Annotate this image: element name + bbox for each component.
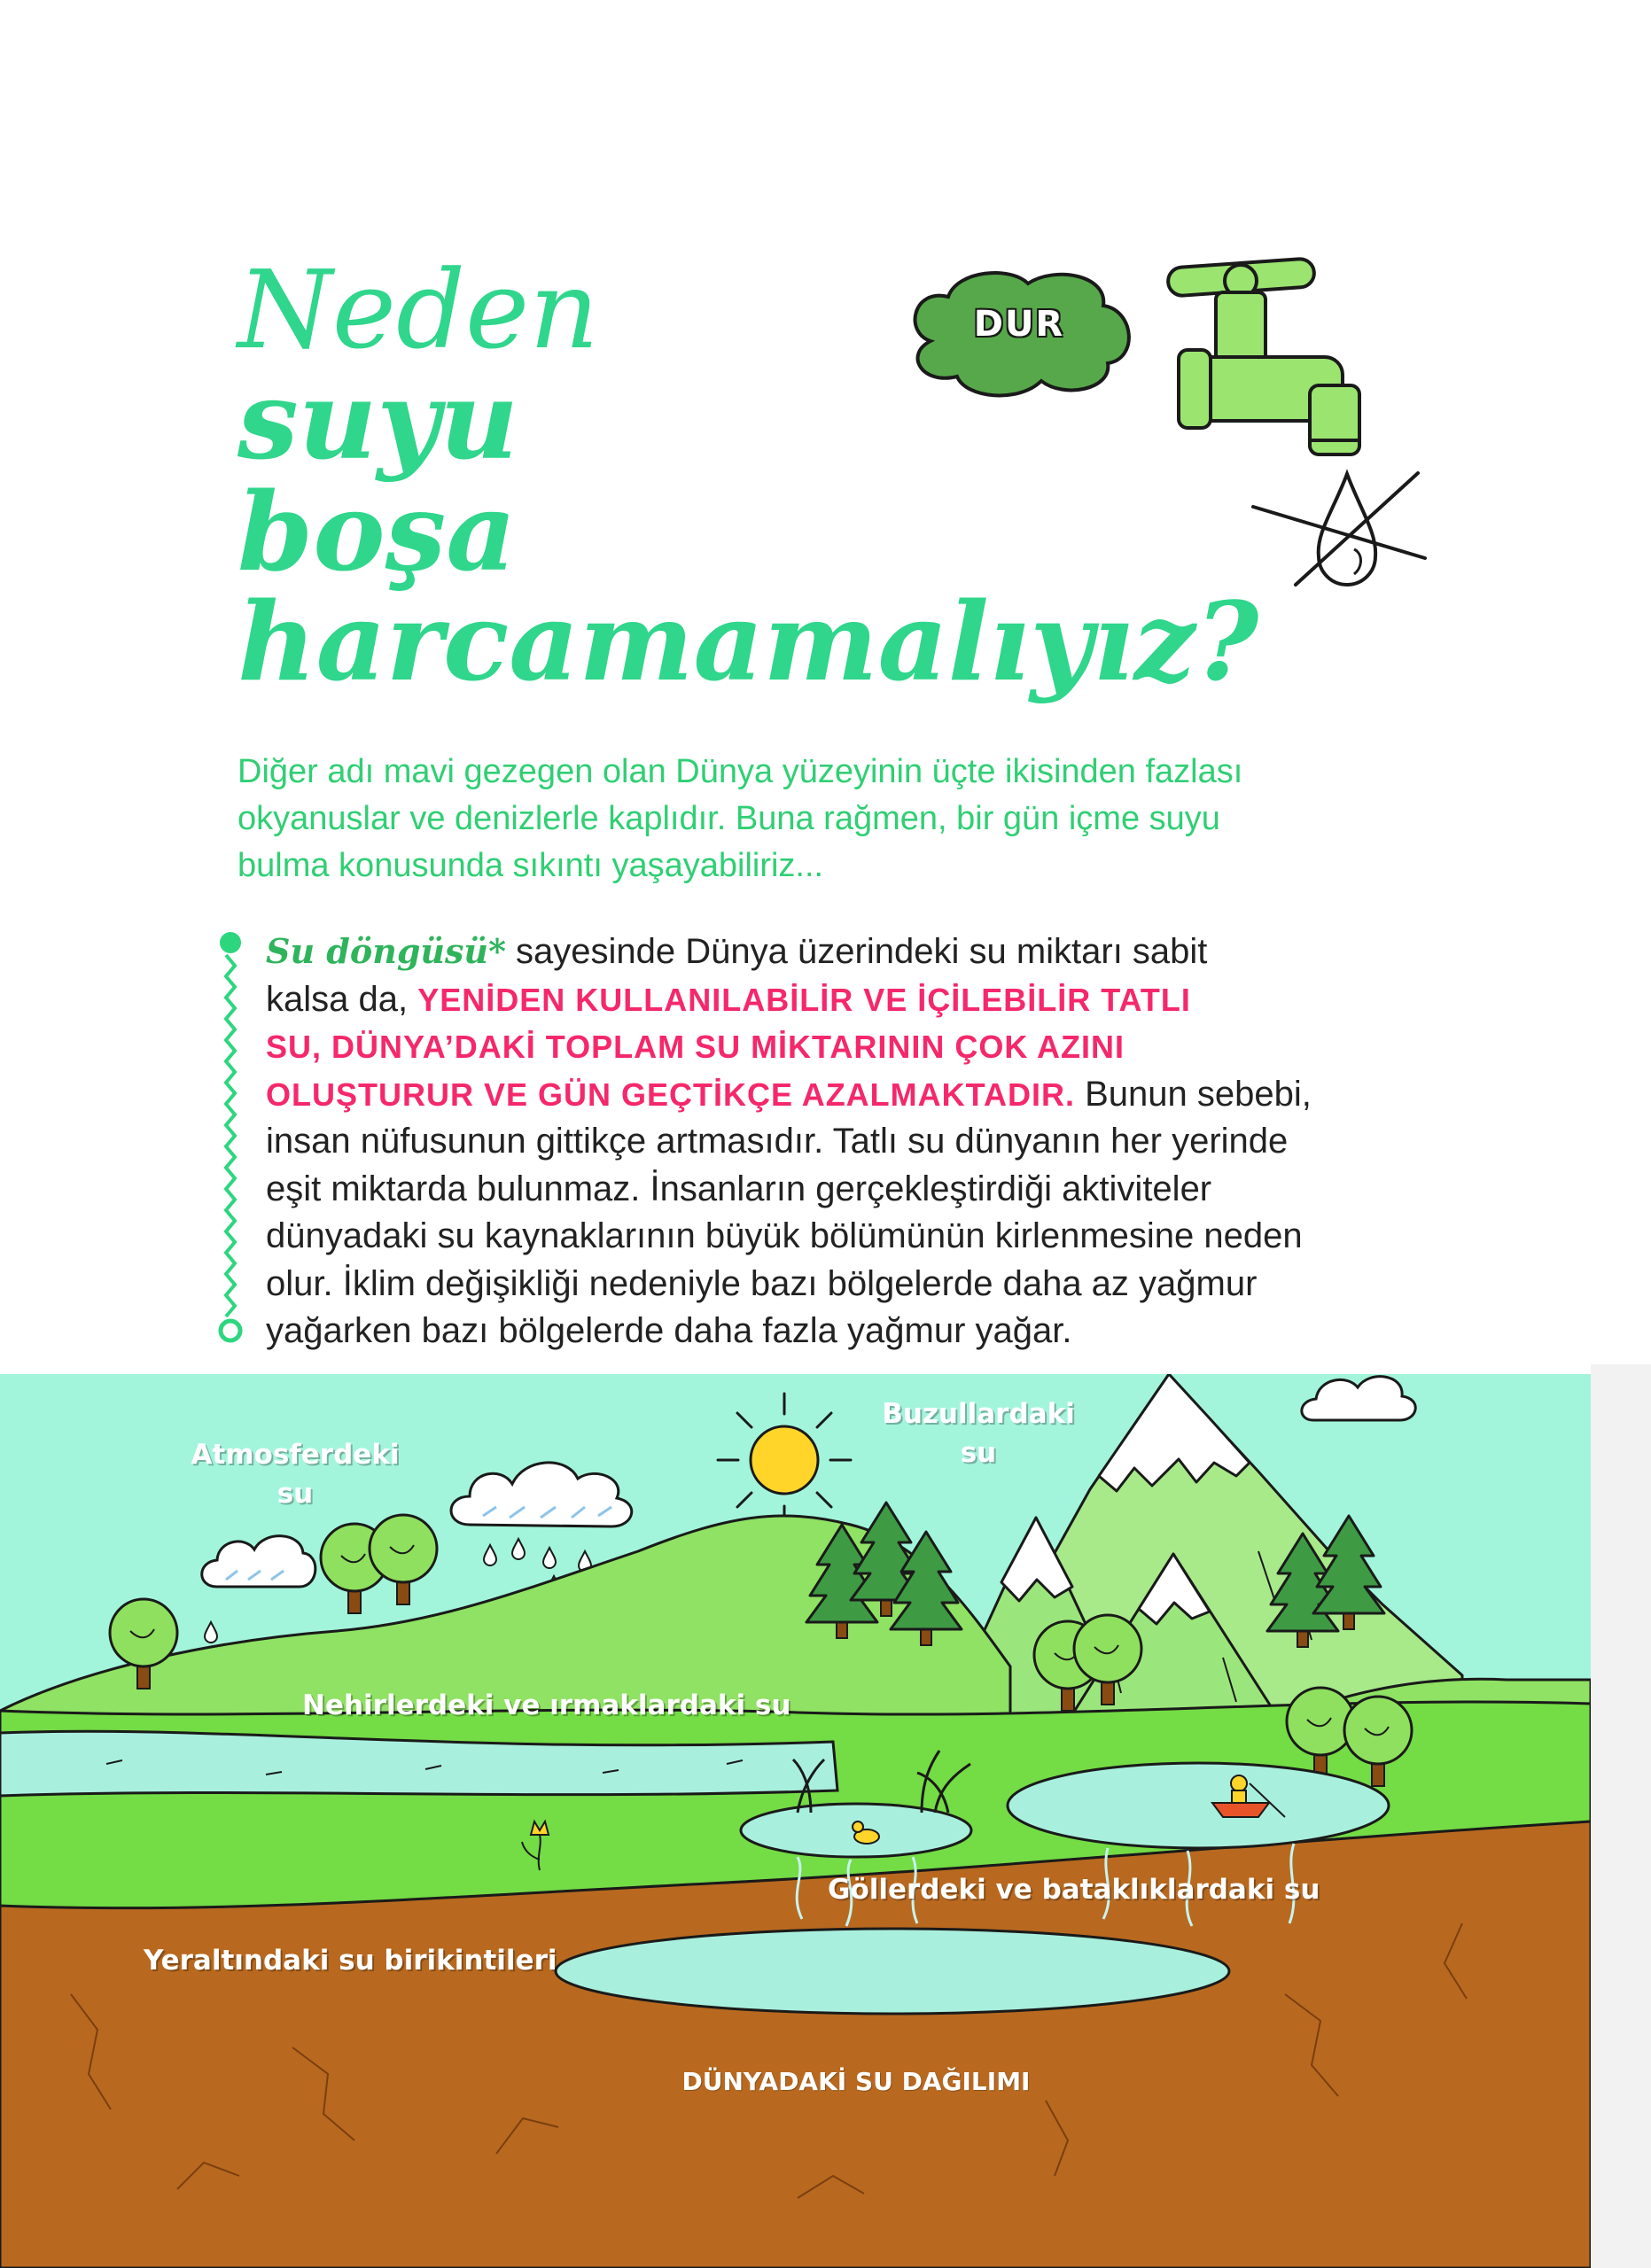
body-text: olur. İklim değişikliği nedeniyle bazı bölgelerde daha az yağmur [266, 1263, 1258, 1303]
body-paragraph [266, 928, 1551, 1355]
body-text: Bunun sebebi, [1074, 1074, 1312, 1114]
body-line [266, 1261, 1551, 1309]
crossed-water-drop-icon [1241, 461, 1436, 602]
body-text: sayesinde Dünya üzerindeki su miktarı sabit [505, 932, 1208, 971]
sun-icon [718, 1394, 851, 1526]
illustration-caption: DÜNYADAKİ SU DAĞILIMI [681, 2067, 1031, 2096]
body-line [266, 1071, 1551, 1119]
title-line-4: harcamamalıyız? [238, 578, 1259, 705]
body-line [266, 1308, 1551, 1355]
water-cycle-term: Su döngüsü* [266, 931, 506, 971]
glaciers-label [863, 1394, 1094, 1472]
lakes-label: Göllerdeki ve bataklıklardaki su [828, 1874, 1320, 1906]
body-line [266, 1213, 1551, 1261]
body-line [266, 976, 1551, 1024]
faucet-icon [1152, 252, 1382, 465]
glaciers-label-line-2: su [960, 1437, 997, 1469]
glaciers-label-line-1: Buzullardaki [882, 1398, 1075, 1430]
timeline-dots-icon [217, 930, 244, 1347]
groundwater-lake [556, 1929, 1229, 2014]
intro-line: bulma konusunda sıkıntı yaşayabiliriz... [238, 847, 824, 884]
intro-paragraph [238, 749, 1478, 889]
atmosphere-label [180, 1435, 410, 1513]
body-text: eşit miktarda bulunmaz. İnsanların gerçekleştirdiği aktiviteler [266, 1169, 1212, 1208]
body-text: yağarken bazı bölgelerde daha fazla yağmur yağar. [266, 1311, 1072, 1350]
body-text: kalsa da, [266, 979, 418, 1019]
groundwater-label: Yeraltındaki su birikintileri [144, 1945, 557, 1977]
highlight-text: YENİDEN KULLANILABİLİR VE İÇİLEBİLİR TATLI [417, 981, 1191, 1018]
body-line [266, 928, 1551, 976]
page-edge-strip [1591, 1364, 1651, 2268]
body-text: insan nüfusunun gittikçe artmasıdır. Tatlı su dünyanın her yerinde [266, 1122, 1289, 1161]
atmosphere-label-line-1: Atmosferdeki [191, 1439, 400, 1471]
intro-line: okyanuslar ve denizlerle kaplıdır. Buna rağmen, bir gün içme suyu [238, 800, 1220, 837]
stop-badge-label: DUR [973, 304, 1065, 345]
body-line [266, 1118, 1551, 1166]
lake-icon [1008, 1763, 1389, 1848]
rivers-label: Nehirlerdeki ve ırmaklardaki su [302, 1689, 791, 1721]
highlight-text: SU, DÜNYA’DAKİ TOPLAM SU MİKTARININ ÇOK AZINI [266, 1029, 1125, 1065]
atmosphere-label-line-2: su [276, 1478, 314, 1510]
intro-line: Diğer adı mavi gezegen olan Dünya yüzeyinin üçte ikisinden fazlası [238, 753, 1243, 790]
highlight-text: OLUŞTURUR VE GÜN GEÇTİKÇE AZALMAKTADIR. [266, 1076, 1075, 1113]
body-line [266, 1023, 1551, 1071]
body-line [266, 1166, 1551, 1214]
title-line-1: Neden [238, 247, 599, 373]
title-line-3: boşa [238, 468, 517, 595]
title-line-2: suyu [238, 356, 518, 484]
body-text: dünyadaki su kaynaklarının büyük bölümünün kirlenmesine neden [266, 1216, 1303, 1255]
